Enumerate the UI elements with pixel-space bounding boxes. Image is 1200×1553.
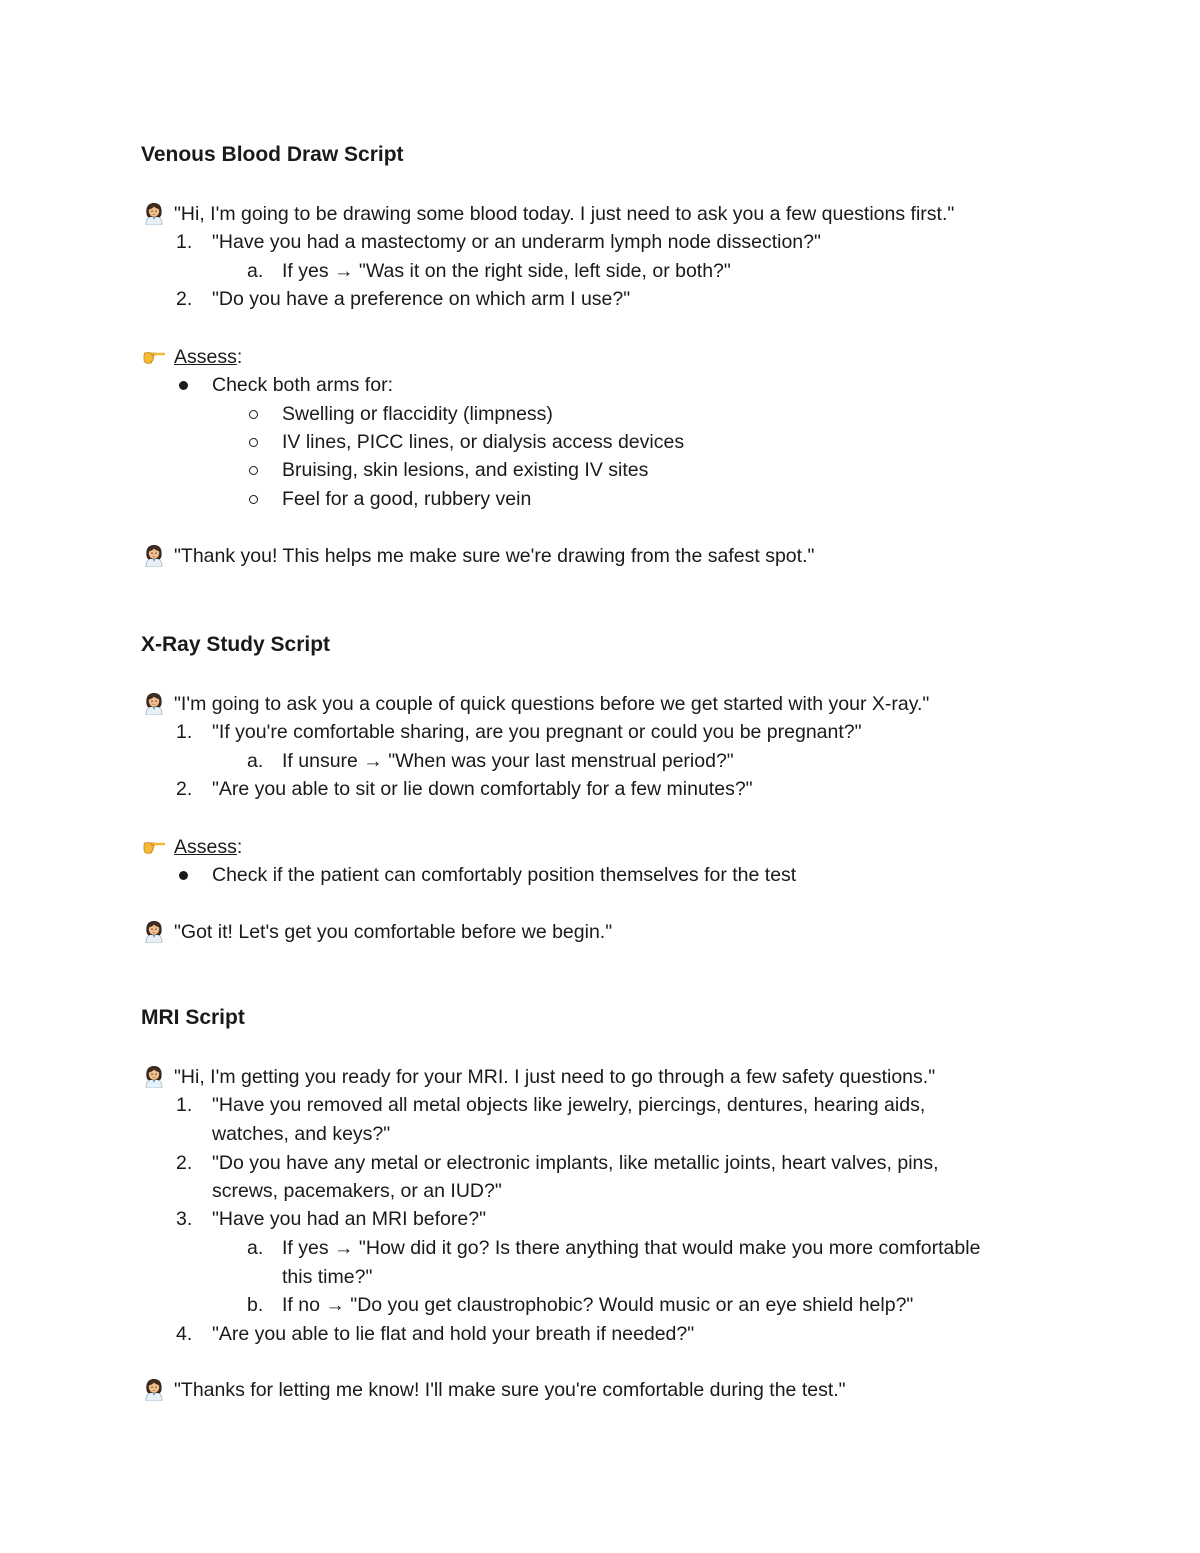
list-number: 1. [176,231,193,253]
list-letter: a. [247,260,264,282]
xray-assess-heading [142,833,242,861]
xray-question-2: "Are you able to sit or lie down comfortably for a few minutes?" [212,778,753,800]
mri-intro-text: "Hi, I'm getting you ready for your MRI. I just need to go through a few safety questions." [174,1066,936,1088]
woman-health-worker-icon [142,691,166,715]
assess-colon: : [236,346,243,368]
xray-intro-text: "I'm going to ask you a couple of quick questions before we get started with your X-ray." [174,693,930,715]
list-number: 1. [176,721,193,743]
venous-check-item: Check both arms for: [212,374,393,396]
venous-section-title: Venous Blood Draw Script [141,143,404,166]
pointing-hand-icon [142,834,166,858]
mri-closing [142,1376,846,1404]
mri-question-2-line-2: screws, pacemakers, or an IUD?" [212,1180,502,1202]
mri-question-1-line-2: watches, and keys?" [212,1123,391,1145]
xray-check-item: Check if the patient can comfortably position themselves for the test [212,864,797,886]
list-number: 3. [176,1208,193,1230]
woman-health-worker-icon [142,1377,166,1401]
venous-sub-item: Bruising, skin lesions, and existing IV sites [282,459,649,481]
venous-sub-item: IV lines, PICC lines, or dialysis access devices [282,431,685,453]
list-number: 2. [176,288,193,310]
mri-closing-text: "Thanks for letting me know! I'll make sure you're comfortable during the test." [174,1379,846,1401]
list-letter: a. [247,750,264,772]
venous-closing [142,542,814,570]
venous-question-1: "Have you had a mastectomy or an underarm lymph node dissection?" [212,231,821,253]
xray-intro [142,690,929,718]
venous-assess-heading [142,343,242,371]
venous-intro-text: "Hi, I'm going to be drawing some blood today. I just need to ask you a few questions first." [174,203,955,225]
mri-question-3a-line-2: this time?" [282,1266,373,1288]
assess-label: Assess [174,346,237,368]
woman-health-worker-icon [142,543,166,567]
mri-question-1-line-1: "Have you removed all metal objects like jewelry, piercings, dentures, hearing aids, [212,1094,926,1116]
list-number: 4. [176,1323,193,1345]
circle-bullet-icon [249,410,258,419]
mri-intro [142,1063,935,1091]
mri-question-2-line-1: "Do you have any metal or electronic implants, like metallic joints, heart valves, pins, [212,1152,939,1174]
xray-closing-text: "Got it! Let's get you comfortable before we begin." [174,921,613,943]
mri-question-3a-line-1: If yes → "How did it go? Is there anything that would make you more comfortable [282,1237,981,1259]
xray-section-title: X-Ray Study Script [141,633,331,656]
venous-sub-item: Swelling or flaccidity (limpness) [282,403,553,425]
list-letter: b. [247,1294,264,1316]
mri-question-4: "Are you able to lie flat and hold your breath if needed?" [212,1323,695,1345]
woman-health-worker-icon [142,919,166,943]
circle-bullet-icon [249,438,258,447]
list-number: 1. [176,1094,193,1116]
mri-question-3b: If no → "Do you get claustrophobic? Would music or an eye shield help?" [282,1294,914,1316]
venous-question-2: "Do you have a preference on which arm I use?" [212,288,631,310]
venous-sub-item: Feel for a good, rubbery vein [282,488,532,510]
circle-bullet-icon [249,466,258,475]
assess-colon: : [236,836,243,858]
bullet-icon [179,871,188,880]
assess-label: Assess [174,836,237,858]
xray-question-1: "If you're comfortable sharing, are you pregnant or could you be pregnant?" [212,721,862,743]
xray-question-1a: If unsure → "When was your last menstrual period?" [282,750,734,772]
list-number: 2. [176,778,193,800]
circle-bullet-icon [249,495,258,504]
mri-question-3: "Have you had an MRI before?" [212,1208,486,1230]
xray-closing [142,918,612,946]
mri-section-title: MRI Script [141,1006,245,1029]
bullet-icon [179,381,188,390]
woman-health-worker-icon [142,201,166,225]
pointing-hand-icon [142,344,166,368]
woman-health-worker-icon [142,1064,166,1088]
venous-question-1a: If yes → "Was it on the right side, left side, or both?" [282,260,731,282]
list-letter: a. [247,1237,264,1259]
list-number: 2. [176,1152,193,1174]
venous-intro [142,200,954,228]
venous-closing-text: "Thank you! This helps me make sure we're drawing from the safest spot." [174,545,815,567]
